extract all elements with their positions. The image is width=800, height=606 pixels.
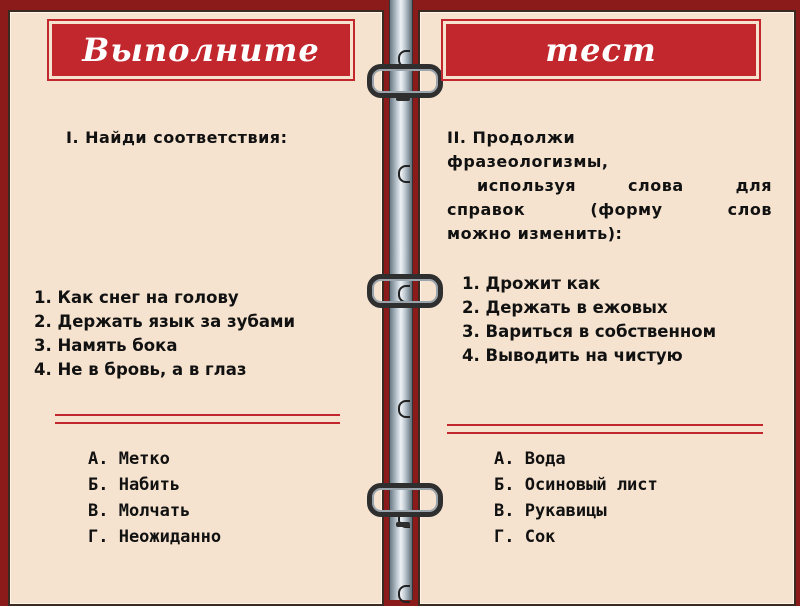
right-task-line: можно изменить):	[447, 224, 623, 243]
list-item: Г. Неожиданно	[88, 527, 222, 547]
right-task-line: справок (форму слов	[447, 200, 772, 219]
left-divider	[55, 414, 340, 424]
binder-ring	[367, 483, 443, 517]
list-item: 2. Держать язык за зубами	[34, 312, 296, 331]
list-item: 3. Вариться в собственном	[462, 322, 717, 341]
right-title-banner	[446, 24, 756, 76]
right-task-line: II. Продолжи	[447, 128, 576, 147]
list-item: 3. Намять бока	[34, 336, 178, 355]
spine-bar	[396, 522, 410, 527]
binder-ring	[367, 64, 443, 98]
list-item: 1. Как снег на голову	[34, 288, 239, 307]
list-item: В. Молчать	[88, 501, 191, 521]
right-task-line: используя слова для	[477, 176, 772, 195]
list-item: А. Метко	[88, 449, 170, 469]
left-phrase-list	[34, 286, 295, 382]
right-divider	[447, 424, 763, 434]
list-item: Б. Осиновый лист	[494, 475, 658, 495]
list-item: А. Вода	[494, 449, 566, 469]
left-answer-list	[88, 446, 221, 550]
list-item: 4. Не в бровь, а в глаз	[34, 360, 247, 379]
list-item: В. Рукавицы	[494, 501, 607, 521]
list-item: 2. Держать в ежовых	[462, 298, 668, 317]
list-item: Б. Набить	[88, 475, 181, 495]
right-title: тест	[545, 31, 657, 69]
right-answer-list	[494, 446, 658, 550]
left-title-banner	[52, 24, 350, 76]
binder-ring	[367, 274, 443, 308]
list-item: 4. Выводить на чистую	[462, 346, 683, 365]
list-item: Г. Сок	[494, 527, 556, 547]
right-task-heading	[447, 126, 772, 246]
list-item: 1. Дрожит как	[462, 274, 601, 293]
spine-hole	[398, 165, 410, 183]
right-task-line: фразеологизмы,	[447, 152, 609, 171]
spine-hole	[398, 585, 410, 603]
left-title: Выполните	[82, 31, 320, 69]
spine-hole	[398, 400, 410, 418]
left-task-heading: I. Найди соответствия:	[66, 128, 288, 147]
right-phrase-list	[462, 272, 716, 368]
